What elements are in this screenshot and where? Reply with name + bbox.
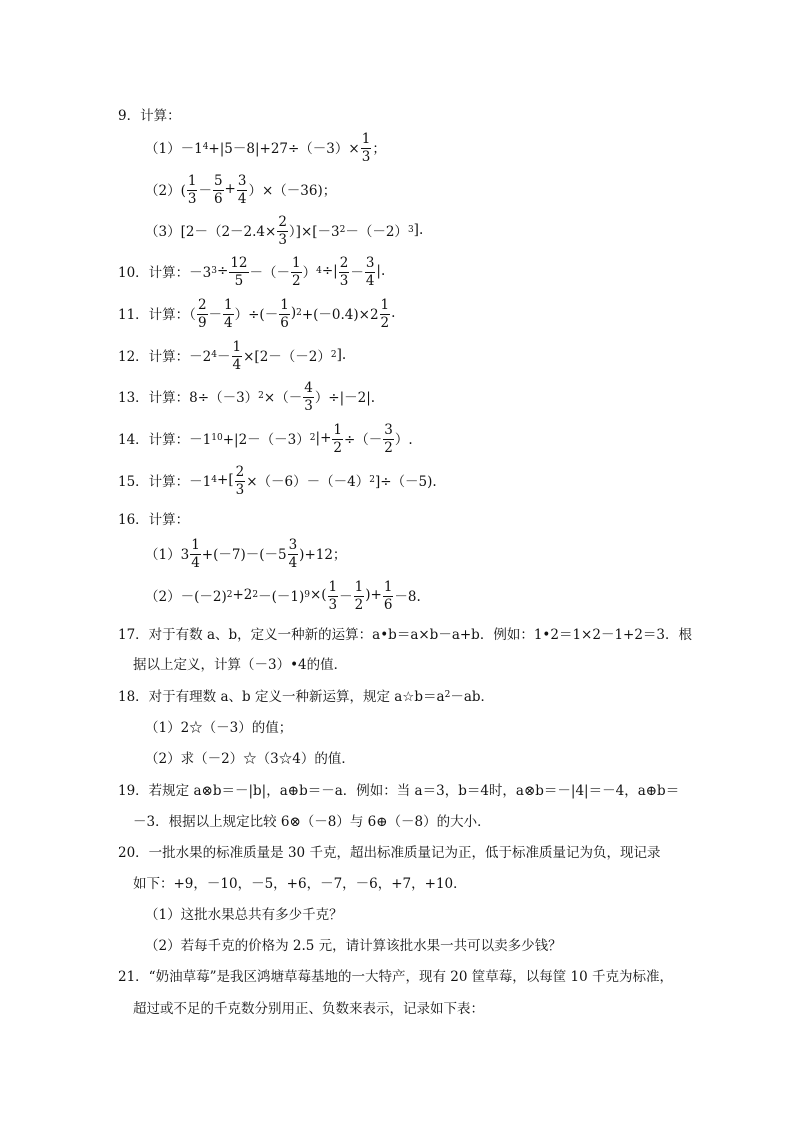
q16-part2: （2）－(－2) 2 +2 2 －(－1) 9 ×( $\frac{1}{3}$ － $\frac{1}{2}$ )+ $\frac{1}{6}$ －8. [145, 579, 421, 613]
q9-part1: （1）－1 4 +|5－8|+27÷（－3）× $\frac{1}{3}$ ； [145, 131, 386, 165]
fraction: $\frac{2}{3}$ [278, 214, 287, 248]
q16-part1: （1）3 $\frac{1}{4}$ +(－7)－(－5 $\frac{3}{4}$ )+12； [145, 537, 347, 571]
q20-line2: 如下：+9，－10，－5，+6，－7，－6，+7，+10． [133, 876, 467, 892]
q20-part1: （1）这批水果总共有多少千克？ [145, 907, 343, 923]
fraction: $\frac{1}{4}$ [224, 297, 233, 331]
fraction: $\frac{1}{2}$ [292, 255, 301, 289]
fraction: $\frac{2}{9}$ [197, 297, 207, 331]
fraction: $\frac{3}{4}$ [237, 173, 247, 207]
q11: 11．计算：（ $\frac{2}{9}$ － $\frac{1}{4}$ ）÷(－ $\frac{1}{6}$ ) 2 +(－0.4)×2 $\frac{1}{2}$ . [118, 297, 396, 331]
q16-heading: 16．计算： [118, 512, 190, 528]
q13: 13．计算：8÷（－3） 2 ×（－ $\frac{4}{3}$ ）÷|－2|. [118, 380, 376, 414]
fraction: $\frac{2}{3}$ [339, 255, 349, 289]
fraction: $\frac{1}{4}$ [191, 537, 200, 571]
q20-part2: （2）若每千克的价格为 2.5 元，请计算该批水果一共可以卖多少钱？ [145, 938, 562, 954]
q12: 12．计算：－2 4 － $\frac{1}{4}$ ×[2－（－2） 2 ]. [118, 339, 347, 373]
fraction: $\frac{3}{2}$ [384, 422, 393, 456]
fraction: $\frac{1}{4}$ [232, 339, 242, 373]
fraction: $\frac{1}{2}$ [354, 579, 364, 613]
fraction: $\frac{1}{2}$ [380, 297, 390, 331]
fraction: $\frac{1}{3}$ [361, 131, 371, 165]
q14: 14．计算：－1 10 +|2－（－3） 2 |+ $\frac{1}{2}$ ÷（－ $\frac{3}{2}$ ）. [118, 422, 413, 456]
q18-part1: （1）2☆（－3）的值； [145, 720, 293, 736]
q9-heading: 9．计算： [118, 108, 181, 124]
q20-line1: 20．一批水果的标准质量是 30 千克，超出标准质量记为正，低于标准质量记为负，现记录 [118, 845, 661, 861]
q10: 10．计算：－3 3 ÷ $\frac{12}{5}$ －（－ $\frac{1}{2}$ ） 4 ÷| $\frac{2}{3}$ － $\frac{3}{4}$ |. [118, 255, 386, 289]
q17-line2: 据以上定义，计算（－3）•4的值． [133, 657, 348, 673]
q21-line2: 超过或不足的千克数分别用正、负数来表示，记录如下表： [133, 1001, 484, 1017]
q9-part2: （2）( $\frac{1}{3}$ － $\frac{5}{6}$ + $\frac{3}{4}$ ）×（－36)； [145, 173, 337, 207]
fraction: $\frac{1}{3}$ [187, 173, 197, 207]
q18: 18．对于有理数 a、b 定义一种新运算，规定 a☆b＝a 2 －ab． [118, 689, 495, 705]
fraction: $\frac{1}{6}$ [383, 579, 393, 613]
fraction: $\frac{12}{5}$ [230, 255, 248, 289]
fraction: $\frac{2}{3}$ [235, 464, 245, 498]
q19-line1: 19．若规定 a⊗b＝－|b|，a⊕b＝－a．例如：当 a＝3，b＝4时，a⊗b＝－|4|＝－4，a⊕b＝ [118, 783, 680, 799]
q9-part3: （3）[2－（2－2.4× $\frac{2}{3}$ ）]×[－3 2 －（－2） 3 ]. [145, 214, 424, 248]
fraction: $\frac{1}{3}$ [328, 579, 338, 613]
fraction: $\frac{4}{3}$ [304, 380, 313, 414]
fraction: $\frac{3}{4}$ [365, 255, 375, 289]
q17-line1: 17．对于有数 a、b，定义一种新的运算：a•b＝a×b－a+b．例如：1•2＝1×2－1+2＝3．根 [118, 627, 693, 643]
q21-line1: 21．“奶油草莓”是我区鸿塘草莓基地的一大特产，现有 20 筐草莓，以每筐 10 千克为标准， [118, 969, 674, 985]
fraction: $\frac{3}{4}$ [288, 537, 298, 571]
q18-part2: （2）求（－2）☆（3☆4）的值． [145, 751, 355, 767]
fraction: $\frac{1}{6}$ [280, 297, 289, 331]
q15: 15．计算：－1 4 +[ $\frac{2}{3}$ ×（－6）－（－4） 2 ]÷（－5). [118, 464, 437, 498]
fraction: $\frac{1}{2}$ [333, 422, 342, 456]
q19-line2: －3．根据以上规定比较 6⊗（－8）与 6⊕（－8）的大小． [133, 814, 491, 830]
fraction: $\frac{5}{6}$ [213, 173, 223, 207]
